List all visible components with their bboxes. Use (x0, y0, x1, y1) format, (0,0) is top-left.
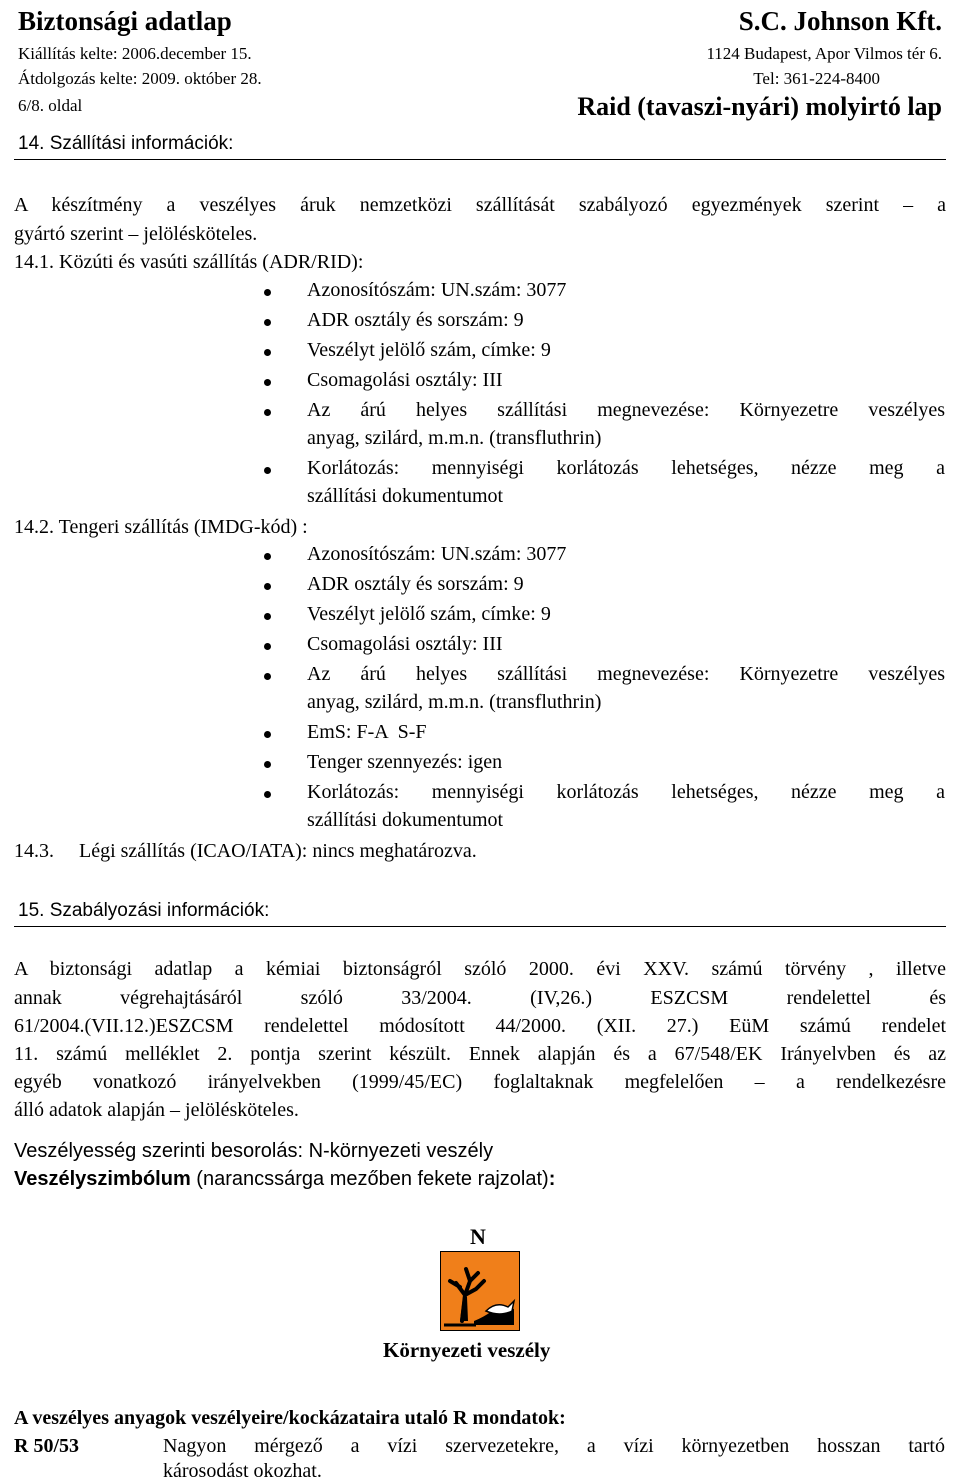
sea-item: Korlátozás: mennyiségi korlátozás lehetséges, nézze meg a (307, 781, 945, 803)
bullet (264, 673, 271, 680)
hazard-symbol-line (14, 1168, 555, 1191)
sea-item: Azonosítószám: UN.szám: 3077 (307, 543, 567, 565)
road-item: ADR osztály és sorszám: 9 (307, 309, 524, 331)
regulation-line: annak végrehajtásáról szóló 33/2004. (IV,26.) ESZCSM rendelettel és (14, 987, 946, 1009)
r-phrase-code: R 50/53 (14, 1435, 79, 1457)
section-15-title: 15. Szabályozási információk: (18, 900, 270, 921)
road-item: Csomagolási osztály: III (307, 369, 503, 391)
environment-hazard-icon (440, 1251, 520, 1331)
company-phone: Tel: 361-224-8400 (753, 69, 880, 88)
company-address: 1124 Budapest, Apor Vilmos tér 6. (706, 44, 942, 63)
regulation-line: álló adatok alapján – jelölésköteles. (14, 1099, 299, 1121)
bullet (264, 731, 271, 738)
sea-transport-title: 14.2. Tengeri szállítás (IMDG-kód) : (14, 516, 308, 538)
sea-item-continued: anyag, szilárd, m.m.n. (transfluthrin) (307, 691, 602, 713)
sea-item: Az árú helyes szállítási megnevezése: Környezetre veszélyes (307, 663, 945, 685)
air-transport-title: Légi szállítás (ICAO/IATA): (79, 840, 308, 862)
company-name: S.C. Johnson Kft. (738, 6, 942, 36)
issue-date: Kiállítás kelte: 2006.december 15. (18, 44, 252, 63)
bullet (264, 643, 271, 650)
section-15-rule (14, 926, 946, 927)
road-item: Az árú helyes szállítási megnevezése: Környezetre veszélyes (307, 399, 945, 421)
sea-item: Tenger szennyezés: igen (307, 751, 503, 773)
revision-date: Átdolgozás kelte: 2009. október 28. (18, 69, 262, 88)
hazard-symbol-colon: : (548, 1168, 556, 1190)
section-14-intro-line1: A készítmény a veszélyes áruk nemzetközi szállítását szabályozó egyezmények szerint – a (14, 194, 946, 216)
hazard-symbol-caption: Környezeti veszély (383, 1338, 551, 1362)
document-title: Biztonsági adatlap (18, 6, 232, 36)
road-item: Korlátozás: mennyiségi korlátozás lehetséges, nézze meg a (307, 457, 945, 479)
bullet (264, 761, 271, 768)
bullet (264, 409, 271, 416)
r-phrase-text-line1: Nagyon mérgező a vízi szervezetekre, a vízi környezetben hosszan tartó (163, 1435, 945, 1457)
bullet (264, 791, 271, 798)
air-transport-number: 14.3. (14, 840, 54, 862)
page-number: 6/8. oldal (18, 96, 83, 115)
road-item-continued: anyag, szilárd, m.m.n. (transfluthrin) (307, 427, 602, 449)
road-item: Veszélyt jelölő szám, címke: 9 (307, 339, 551, 361)
bullet (264, 289, 271, 296)
sea-item: EmS: F-A S-F (307, 721, 427, 743)
bullet (264, 613, 271, 620)
r-phrases-title: A veszélyes anyagok veszélyeire/kockázataira utaló R mondatok: (14, 1407, 566, 1429)
section-14-intro-line2: gyártó szerint – jelölésköteles. (14, 223, 258, 245)
bullet (264, 319, 271, 326)
air-transport-value: nincs meghatározva. (307, 840, 477, 862)
regulation-line: 11. számú melléklet 2. pontja szerint készült. Ennek alapján és a 67/548/EK Irányelvben és az (14, 1043, 946, 1065)
regulation-line: 61/2004.(VII.12.)ESZCSM rendelettel módosított 44/2000. (XII. 27.) EüM számú rendelet (14, 1015, 946, 1037)
road-item-continued: szállítási dokumentumot (307, 485, 504, 507)
product-name: Raid (tavaszi-nyári) molyirtó lap (577, 92, 942, 121)
section-14-title: 14. Szállítási információk: (18, 133, 234, 154)
sea-item: ADR osztály és sorszám: 9 (307, 573, 524, 595)
sea-item-continued: szállítási dokumentumot (307, 809, 504, 831)
r-phrase-text-line2: károsodást okozhat. (163, 1460, 322, 1482)
hazard-symbol-label: Veszélyszimbólum (14, 1168, 191, 1190)
bullet (264, 553, 271, 560)
section-14-rule (14, 159, 946, 160)
bullet (264, 467, 271, 474)
bullet (264, 379, 271, 386)
road-transport-title: 14.1. Közúti és vasúti szállítás (ADR/RID): (14, 251, 364, 273)
hazard-classification: Veszélyesség szerinti besorolás: N-környezeti veszély (14, 1140, 494, 1162)
sea-item: Veszélyt jelölő szám, címke: 9 (307, 603, 551, 625)
sea-item: Csomagolási osztály: III (307, 633, 503, 655)
regulation-line: egyéb vonatkozó irányelvekben (1999/45/EC) foglaltaknak megfelelően – a rendelkezésre (14, 1071, 946, 1093)
bullet (264, 349, 271, 356)
bullet (264, 583, 271, 590)
air-transport-line (14, 840, 477, 863)
hazard-symbol-note: (narancssárga mezőben fekete rajzolat) (190, 1168, 549, 1190)
road-item: Azonosítószám: UN.szám: 3077 (307, 279, 567, 301)
hazard-symbol-letter: N (470, 1224, 486, 1249)
regulation-line: A biztonsági adatlap a kémiai biztonságról szóló 2000. évi XXV. számú törvény , illetve (14, 958, 946, 980)
